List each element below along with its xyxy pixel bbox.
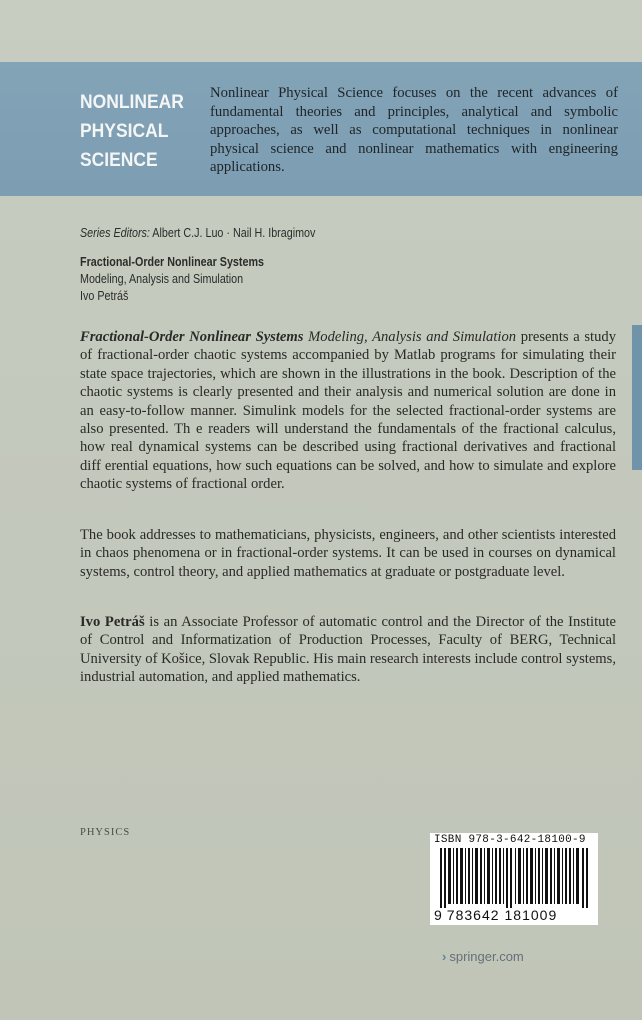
book-subtitle: Modeling, Analysis and Simulation [80, 272, 244, 286]
barcode-image [438, 848, 590, 908]
book-author: Ivo Petráš [80, 289, 129, 303]
series-name [80, 88, 190, 175]
series-name-line-3: SCIENCE [80, 150, 158, 171]
blurb-p1-text: presents a study of fractional-order chaotic systems accompanied by Matlab programs for simulating their state space trajectories, which are shown in the illustrations in the book. Description of the chaotic systems is clearly presented and their analysis and numerical solution are done in an easy-to-follow manner. Simulink models for the selected fractional-order systems are also presented. Th e readers will understand the fundamentals of the fractional calculus, how real dynamical systems can be described using fractional derivatives and fractional diff erential equations, how such equations can be solved, and how to simulate and explore chaotic systems of fractional order. [80, 329, 617, 493]
series-name-line-2: PHYSICAL [80, 121, 169, 142]
isbn-digits [434, 907, 596, 923]
blurb-paragraph-2: The book addresses to mathematicians, physicists, engineers, and other scientists interested in chaos phenomena or in fractional-order systems. It can be used in courses on dynamical systems, control theory, and applied mathematics at graduate or postgraduate level. [80, 527, 616, 580]
blurb-title: Fractional-Order Nonlinear Systems [80, 329, 304, 345]
chevron-right-icon: › [442, 949, 447, 964]
isbn-text: ISBN 978-3-642-18100-9 [434, 834, 586, 846]
book-title: Fractional-Order Nonlinear Systems [80, 255, 264, 269]
springer-link-text: springer.com [449, 949, 524, 964]
book-info [80, 254, 510, 305]
series-editors-names: Albert C.J. Luo · Nail H. Ibragimov [152, 226, 316, 240]
author-bio-text: is an Associate Professor of automatic control and the Director of the Institute of Control and Informatization of Production Processes, Faculty of BERG, Technical University of Košice, Slovak Republic. His main research interests include control systems, industrial automation, and applied mathematics. [80, 614, 616, 686]
subject-category: PHYSICS [80, 827, 131, 838]
isbn-barcode-box [430, 833, 598, 925]
series-editors-label: Series Editors: [80, 226, 150, 240]
series-editors [80, 226, 510, 240]
isbn-digit-first: 9 [434, 907, 443, 923]
isbn-digit-group-1: 783642 [446, 907, 500, 923]
blurb-paragraph-1 [80, 328, 616, 494]
springer-link[interactable] [442, 949, 524, 964]
blurb-subtitle: Modeling, Analysis and Simulation [308, 329, 517, 345]
series-description: Nonlinear Physical Science focuses on the recent advances of fundamental theories and principles, analytical and symbolic approaches, as well as computational techniques in nonlinear physical science and nonlinear mathematics with engineering applications. [210, 85, 618, 175]
series-name-line-1: NONLINEAR [80, 92, 184, 113]
isbn-digit-group-2: 181009 [504, 907, 558, 923]
spine-color-mark [632, 325, 642, 470]
author-bio [80, 613, 616, 687]
author-bio-name: Ivo Petráš [80, 614, 145, 630]
